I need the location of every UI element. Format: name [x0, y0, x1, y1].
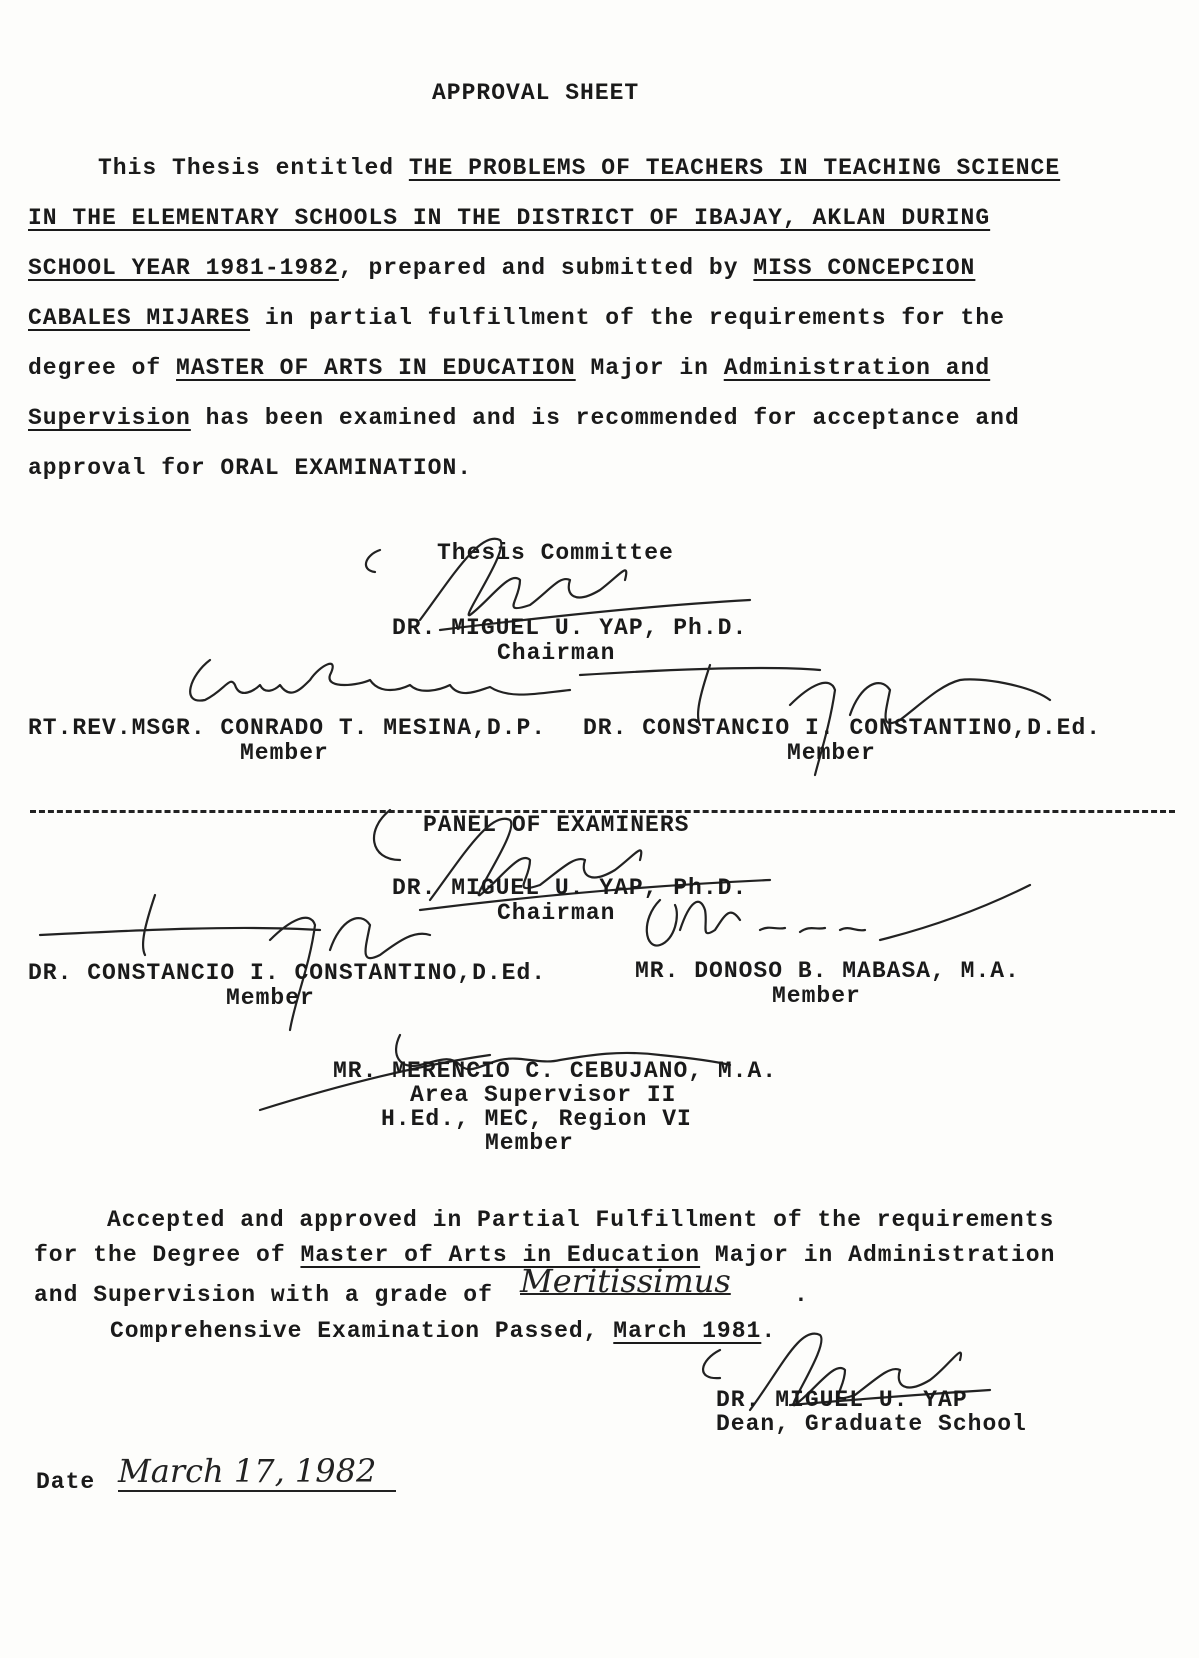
- panel-member1-name: DR. CONSTANCIO I. CONSTANTINO,D.Ed.: [28, 960, 547, 986]
- comprehensive-exam-date: March 1981: [613, 1318, 762, 1344]
- thesis-title-part-2: IN THE ELEMENTARY SCHOOLS IN THE DISTRICT OF IBAJAY, AKLAN DURING: [28, 205, 991, 231]
- committee-heading: Thesis Committee: [437, 540, 674, 566]
- committee-member1-role: Member: [240, 740, 329, 766]
- acceptance-line-3-end: .: [794, 1282, 809, 1308]
- body-line-5: [28, 355, 990, 381]
- acceptance-line-4-end: .: [761, 1318, 777, 1344]
- body-line-4-rest: in partial fulfillment of the requirements for the: [250, 305, 1005, 331]
- body-line-1-lead: This Thesis entitled: [98, 155, 409, 181]
- thesis-title-part-1: THE PROBLEMS OF TEACHERS IN TEACHING SCIENCE: [408, 155, 1061, 181]
- body-line-2: [28, 205, 990, 231]
- body-line-7: approval for ORAL EXAMINATION.: [28, 455, 473, 481]
- body-line-5-lead: degree of: [28, 355, 177, 381]
- committee-member1-signature: [180, 645, 620, 725]
- acceptance-line-4-lead: Comprehensive Examination Passed,: [110, 1318, 614, 1344]
- acceptance-line-4: [110, 1318, 776, 1344]
- body-line-3-mid: , prepared and submitted by: [338, 255, 754, 281]
- document-title: APPROVAL SHEET: [432, 80, 640, 106]
- acceptance-line-3: [34, 1282, 508, 1308]
- acceptance-line-1: Accepted and approved in Partial Fulfillment of the requirements: [107, 1207, 1055, 1233]
- thesis-title-part-3: SCHOOL YEAR 1981-1982: [28, 255, 339, 281]
- major-part-1: Administration and: [723, 355, 991, 381]
- committee-chairman-role: Chairman: [497, 640, 616, 666]
- committee-chairman-name: DR. MIGUEL U. YAP, Ph.D.: [392, 615, 748, 641]
- author-name-part-2: CABALES MIJARES: [28, 305, 251, 331]
- body-line-1: [98, 155, 1060, 181]
- accepted-degree-name: Master of Arts in Education: [300, 1242, 701, 1268]
- dean-name: DR. MIGUEL U. YAP: [716, 1387, 968, 1413]
- handwritten-date: March 17, 1982: [118, 1452, 396, 1492]
- committee-member2-name: DR. CONSTANCIO I. CONSTANTINO,D.Ed.: [583, 715, 1102, 741]
- committee-member1-name: RT.REV.MSGR. CONRADO T. MESINA,D.P.: [28, 715, 547, 741]
- body-line-6: [28, 405, 1020, 431]
- panel-member2-role: Member: [772, 983, 861, 1009]
- author-name-part-1: MISS CONCEPCION: [753, 255, 976, 281]
- panel-member1-role: Member: [226, 985, 315, 1011]
- degree-name: MASTER OF ARTS IN EDUCATION: [176, 355, 576, 381]
- body-line-6-rest: has been examined and is recommended for acceptance and: [190, 405, 1020, 431]
- body-line-5-mid: Major in: [575, 355, 724, 381]
- major-part-2: Supervision: [28, 405, 191, 431]
- panel-member3-title-1: Area Supervisor II: [410, 1082, 677, 1108]
- date-label: Date: [36, 1469, 96, 1495]
- handwritten-grade: Meritissimus: [520, 1262, 731, 1300]
- acceptance-line-2-rest: Major in Administration: [700, 1242, 1056, 1268]
- body-line-4: [28, 305, 1005, 331]
- panel-member3-role: Member: [485, 1130, 574, 1156]
- body-line-3: [28, 255, 975, 281]
- panel-member3-title-2: H.Ed., MEC, Region VI: [381, 1106, 692, 1132]
- acceptance-line-3-lead: and Supervision with a grade of: [34, 1282, 508, 1308]
- panel-chairman-role: Chairman: [497, 900, 616, 926]
- panel-chairman-name: DR. MIGUEL U. YAP, Ph.D.: [392, 875, 748, 901]
- panel-member3-name: MR. MERENCIO C. CEBUJANO, M.A.: [333, 1058, 778, 1084]
- panel-member2-name: MR. DONOSO B. MABASA, M.A.: [635, 958, 1020, 984]
- acceptance-line-2-lead: for the Degree of: [34, 1242, 301, 1268]
- committee-member2-role: Member: [787, 740, 876, 766]
- dean-role: Dean, Graduate School: [716, 1411, 1027, 1437]
- panel-heading: PANEL OF EXAMINERS: [423, 812, 690, 838]
